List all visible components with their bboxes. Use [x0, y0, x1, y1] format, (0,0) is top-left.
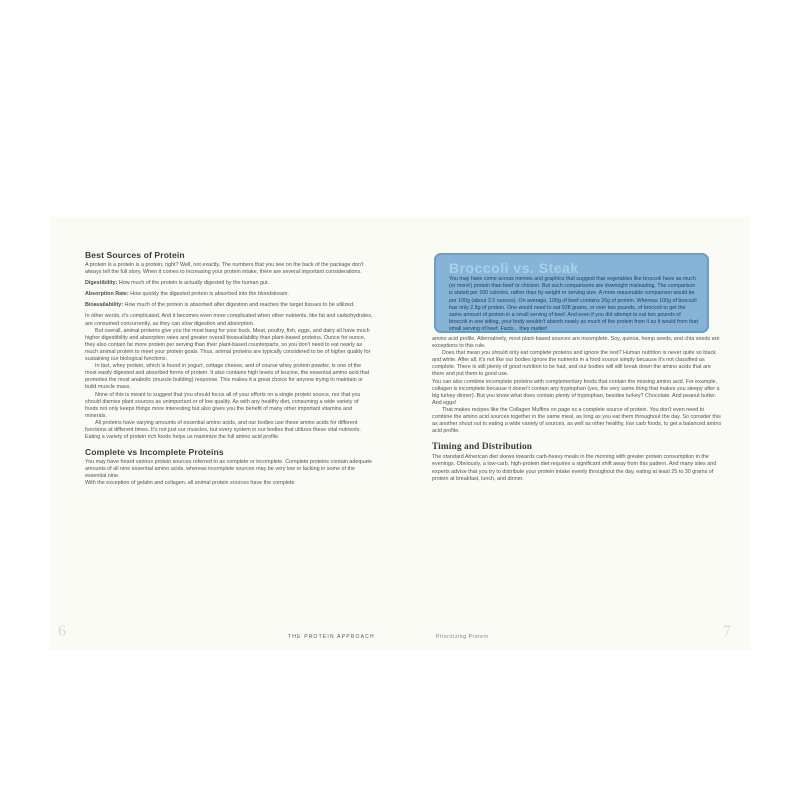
body-paragraph: In fact, whey protein, which is found in yogurt, cottage cheese, and of course whey protein powder, is one of the most easily digested and absorbed forms of protein. It also contains high levels of leucine, the essential amino acid that promotes the most anabolic (muscle building) response. This makes it a great choice for anyone trying to maintain or build muscle mass.	[85, 363, 370, 391]
heading-complete-vs-incomplete: Complete vs Incomplete Proteins	[85, 447, 224, 458]
body-paragraph: With the exception of gelatin and collagen, all animal protein sources have the complete	[85, 480, 295, 487]
body-paragraph: In other words, it's complicated. And it becomes even more complicated when other nutrients, like fat and carbohydrates, are consumed concurrently, as they can slow digestion and absorption.	[85, 313, 373, 327]
right-text-column	[432, 336, 724, 483]
left-page	[50, 217, 400, 650]
bioavailability-text: How much of the protein is absorbed after digestion and reaches the target tissues to be utilized.	[123, 302, 355, 309]
body-paragraph: amino acid profile. Alternatively, most plant-based sources are incomplete. Soy, quinoa, hemp seeds, and chia seeds are exceptions to this rule.	[432, 336, 720, 350]
callout-title: Broccoli vs. Steak	[449, 260, 579, 276]
digestibility-term: Digestibility:	[85, 280, 118, 287]
intro-paragraph: A protein is a protein is a protein, right? Well, not exactly. The numbers that you see on the back of the package don't always tell the full story. When it comes to increasing your protein intake, there are several important considerations.	[85, 262, 364, 276]
bioavailability-term: Bioavailability:	[85, 302, 124, 309]
running-head: THE PROTEIN APPROACH	[288, 634, 375, 640]
page-number: 6	[58, 623, 66, 640]
left-text-column	[85, 250, 373, 488]
body-paragraph: You may have heard various protein sources referred to as complete or incomplete. Complete proteins contain adequate amounts of all nine essential amino acids, whereas incomplete sources may be very low or lacking in some of the essential nine.	[85, 459, 372, 480]
body-paragraph: But overall, animal proteins give you the most bang for your buck. Meat, poultry, fish, eggs, and dairy all have much higher digestibility and absorption rates and greater overall bioavailability than plant-based proteins. Ounce for ounce, they also contain far more protein per serving than their plant-based counterparts, so you don't need to eat nearly as much animal protein to meet your protein goals. Thus, animal proteins are typically considered to be of higher quality for sustaining our biological functions.	[85, 327, 371, 363]
heading-timing-distribution: Timing and Distribution	[432, 442, 533, 453]
heading-best-sources: Best Sources of Protein	[85, 250, 185, 260]
body-paragraph: The standard American diet skews towards carb-heavy meals in the morning with greater protein consumption in the evenings. Obviously, a low-carb, high-protein diet requires a significant shift away from this pattern. And many sites and experts advise that you try to distribute your protein intake evenly throughout the day, eating at least 25 to 30 grams of protein at breakfast, lunch, and dinner.	[432, 454, 717, 482]
digestibility-text: How much of the protein is actually digested by the human gut.	[117, 280, 269, 287]
body-paragraph: None of this is meant to suggest that you should focus all of your efforts on a single protein source, nor that you should dismiss plant sources as unimportant or of low quality. As with any healthy diet, consuming a wide variety of foods not only keeps things more interesting but also gives you the benefit of many other important vitamins and minerals.	[85, 391, 361, 419]
absorption-term: Absorption Rate:	[85, 291, 129, 298]
running-head: Prioritizing Protein	[436, 634, 489, 640]
digestibility-definition	[85, 280, 373, 287]
page-number: 7	[723, 623, 731, 640]
book-spread	[50, 217, 750, 650]
right-page	[400, 217, 750, 650]
body-paragraph: That makes recipes like the Collagen Muffins on page xx a complete source of protein. You don't even need to combine the amino acid sources together in the same meal, as long as you eat them throughout the day. So consider this as another shout out to eating a wide variety of sources, as well as other healthy, low carb foods, to get a balanced amino acid profile.	[432, 406, 722, 435]
body-paragraph: You can also combine incomplete proteins with complementary foods that contain the missing amino acid. For example, collagen is incomplete because it doesn't contain any tryptophan (yes, the very same thing that makes you sleepy after a big turkey dinner). But you know what does contain plenty of tryptophan, besides turkey? Chocolate. And peanut butter. And eggs!	[432, 378, 720, 406]
absorption-text: How quickly the digested protein is absorbed into the bloodstream.	[128, 291, 290, 298]
callout-body: You may have come across memes and graphics that suggest that vegetables like broccoli have as much (or more!) protein than beef or chicken. But such comparisons are downright misleading. The comparison is stated per 100 calories, rather than by weight or serving size. A more reasonable comparison would be per 100g (about 3.5 ounces). On average, 100g of beef contains 26g of protein. Whereas 100g of broccoli has only 2.8g of protein. One would need to eat 928 grams, or over two pounds, of broccoli to get the same amount of protein in a small serving of beef. And even if you did attempt to eat two pounds of broccoli in one sitting, your body wouldn't absorb nearly as much of the protein from it as it would from that small serving of beef. Facts... they matter!	[449, 276, 698, 333]
body-paragraph: Does that mean you should only eat complete proteins and ignore the rest? Human nutrition is never quite so black and white. After all, it's not like our bodies ignore the nutrients in a food source simply because it's not classified as complete. There is still plenty of good nutrition to be had, and our bodies will still break down the amino acids that are there and put them to good use.	[432, 350, 716, 378]
absorption-definition	[85, 291, 373, 298]
body-paragraph: All proteins have varying amounts of essential amino acids, and our bodies use these amino acids for different functions at different times. It's not just our muscles, but every system in our bodies that utilizes these vital nutrients. Eating a variety of protein rich foods helps us maximize the full amino acid profile.	[85, 419, 361, 441]
bioavailability-definition	[85, 302, 373, 309]
